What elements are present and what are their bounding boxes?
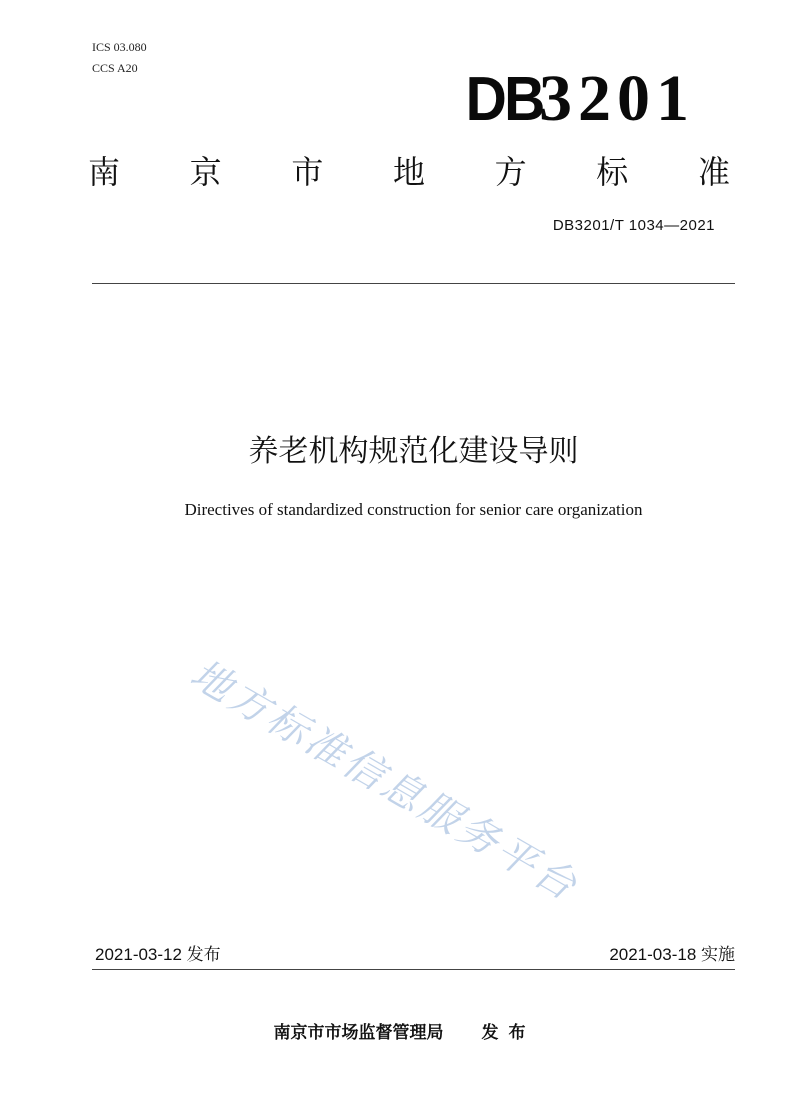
db-code-prefix: DB bbox=[466, 65, 543, 134]
category-char: 方 bbox=[494, 153, 527, 191]
category-char: 地 bbox=[392, 153, 425, 191]
standard-number: DB3201/T 1034—2021 bbox=[552, 217, 715, 234]
category-char: 标 bbox=[596, 153, 629, 191]
category-char: 京 bbox=[189, 153, 222, 191]
document-title-en: Directives of standardized construction for senior care organization bbox=[184, 500, 643, 519]
category-char: 准 bbox=[697, 153, 730, 191]
db-standard-code bbox=[459, 62, 695, 135]
document-title-zh: 养老机构规范化建设导则 bbox=[248, 434, 579, 469]
ccs-code: CCS A20 bbox=[92, 61, 138, 75]
ics-code: ICS 03.080 bbox=[92, 40, 147, 54]
publisher-line bbox=[92, 1022, 717, 1044]
db-code-number: 3201 bbox=[539, 62, 695, 135]
category-char: 南 bbox=[88, 153, 121, 191]
publish-date: 2021-03-12 发布 bbox=[95, 945, 221, 964]
category-char: 市 bbox=[291, 153, 324, 191]
publisher-name: 南京市市场监督管理局 bbox=[273, 1023, 444, 1043]
standard-category-heading bbox=[88, 152, 730, 192]
bottom-divider bbox=[92, 969, 735, 970]
implement-date: 2021-03-18 实施 bbox=[609, 945, 735, 964]
top-divider bbox=[92, 283, 735, 284]
watermark: 地方标准信息服务平台 bbox=[182, 651, 587, 911]
publisher-action: 发布 bbox=[481, 1023, 536, 1043]
